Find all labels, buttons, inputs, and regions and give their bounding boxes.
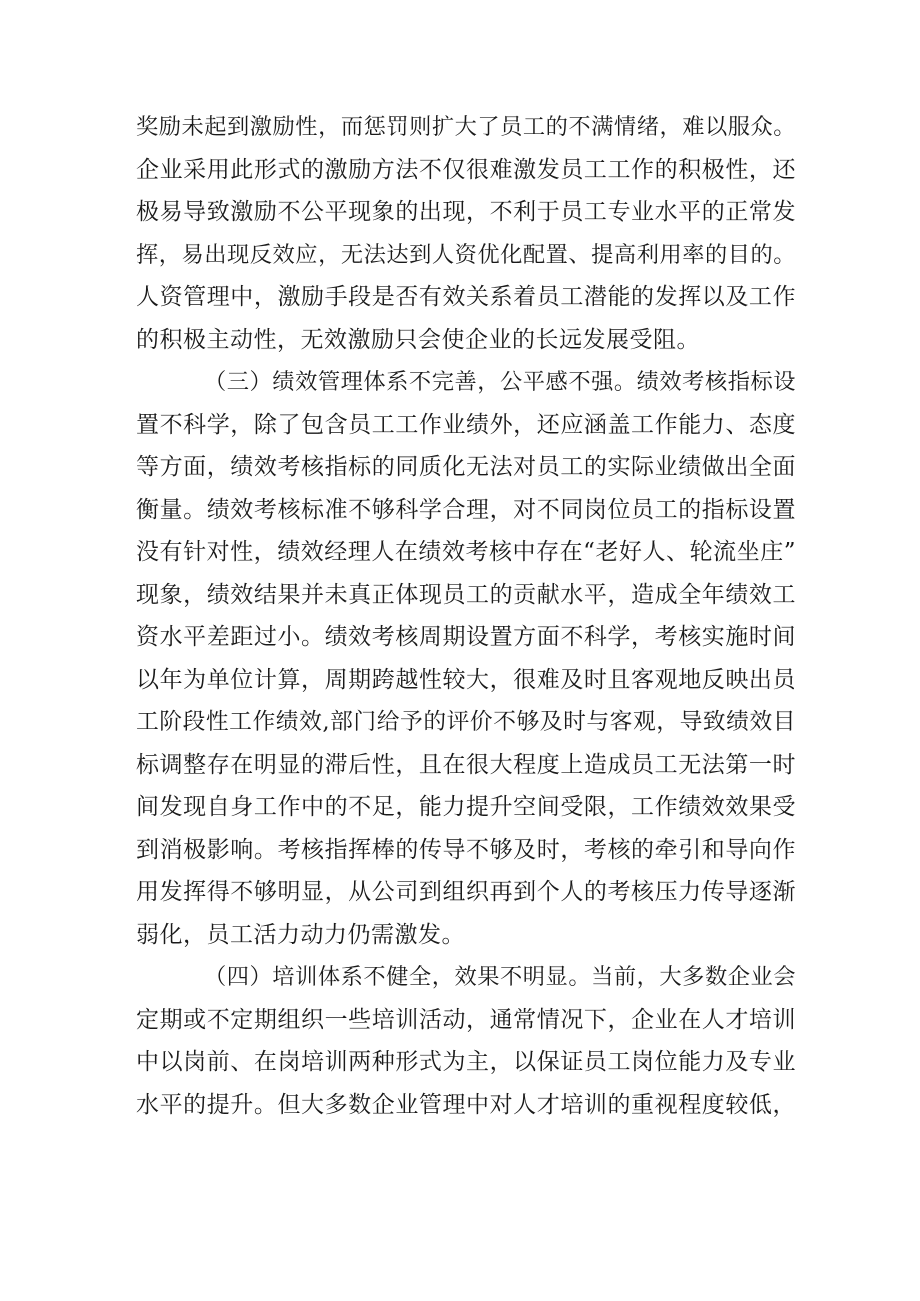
text-line: 衡量。绩效考核标准不够科学合理，对不同岗位员工的指标设置	[136, 496, 796, 523]
text-line: 没有针对性，绩效经理人在绩效考核中存在“老好人、轮流坐庄”	[136, 539, 796, 565]
text-line: 的积极主动性，无效激励只会使企业的长远发展受阻。	[136, 326, 700, 353]
text-line: 现象，绩效结果并未真正体现员工的贡献水平，造成全年绩效工	[136, 581, 796, 608]
text-line: 工阶段性工作绩效,部门给予的评价不够及时与客观，导致绩效目	[136, 709, 796, 735]
text-line: 极易导致激励不公平现象的出现，不利于员工专业水平的正常发	[136, 199, 796, 225]
text-line: 间发现自身工作中的不足，能力提升空间受限，工作绩效效果受	[136, 794, 796, 820]
text-line: 用发挥得不够明显，从公司到组织再到个人的考核压力传导逐渐	[136, 879, 796, 905]
text-line: 定期或不定期组织一些培训活动，通常情况下，企业在人才培训	[136, 1006, 796, 1033]
text-line: 到消极影响。考核指挥棒的传导不够及时，考核的牵引和导向作	[136, 836, 796, 863]
document-body	[136, 106, 796, 1126]
text-line: 企业采用此形式的激励方法不仅很难激发员工工作的积极性，还	[136, 156, 796, 183]
text-line: 人资管理中，激励手段是否有效关系着员工潜能的发挥以及工作	[136, 284, 796, 310]
text-line: 奖励未起到激励性，而惩罚则扩大了员工的不满情绪，难以服众。	[136, 114, 796, 140]
text-line: 以年为单位计算，周期跨越性较大，很难及时且客观地反映出员	[136, 666, 796, 693]
paragraph-p2-performance-management	[136, 361, 796, 956]
text-line: 等方面，绩效考核指标的同质化无法对员工的实际业绩做出全面	[136, 454, 796, 480]
paragraph-p1	[136, 106, 796, 361]
text-line: 中以岗前、在岗培训两种形式为主，以保证员工岗位能力及专业	[136, 1049, 796, 1075]
text-line: 置不科学，除了包含员工工作业绩外，还应涵盖工作能力、态度	[136, 411, 796, 438]
section-heading-line: （四）培训体系不健全，效果不明显。当前，大多数企业会	[204, 964, 796, 990]
text-line: 资水平差距过小。绩效考核周期设置方面不科学，考核实施时间	[136, 624, 796, 650]
text-line: 水平的提升。但大多数企业管理中对人才培训的重视程度较低，	[136, 1091, 796, 1118]
text-line: 标调整存在明显的滞后性，且在很大程度上造成员工无法第一时	[136, 751, 796, 778]
text-line: 弱化，员工活力动力仍需激发。	[136, 921, 465, 948]
text-line: 挥，易出现反效应，无法达到人资优化配置、提高利用率的目的。	[136, 241, 796, 268]
paragraph-p3-training-system	[136, 956, 796, 1126]
section-heading-line: （三）绩效管理体系不完善，公平感不强。绩效考核指标设	[204, 369, 796, 395]
